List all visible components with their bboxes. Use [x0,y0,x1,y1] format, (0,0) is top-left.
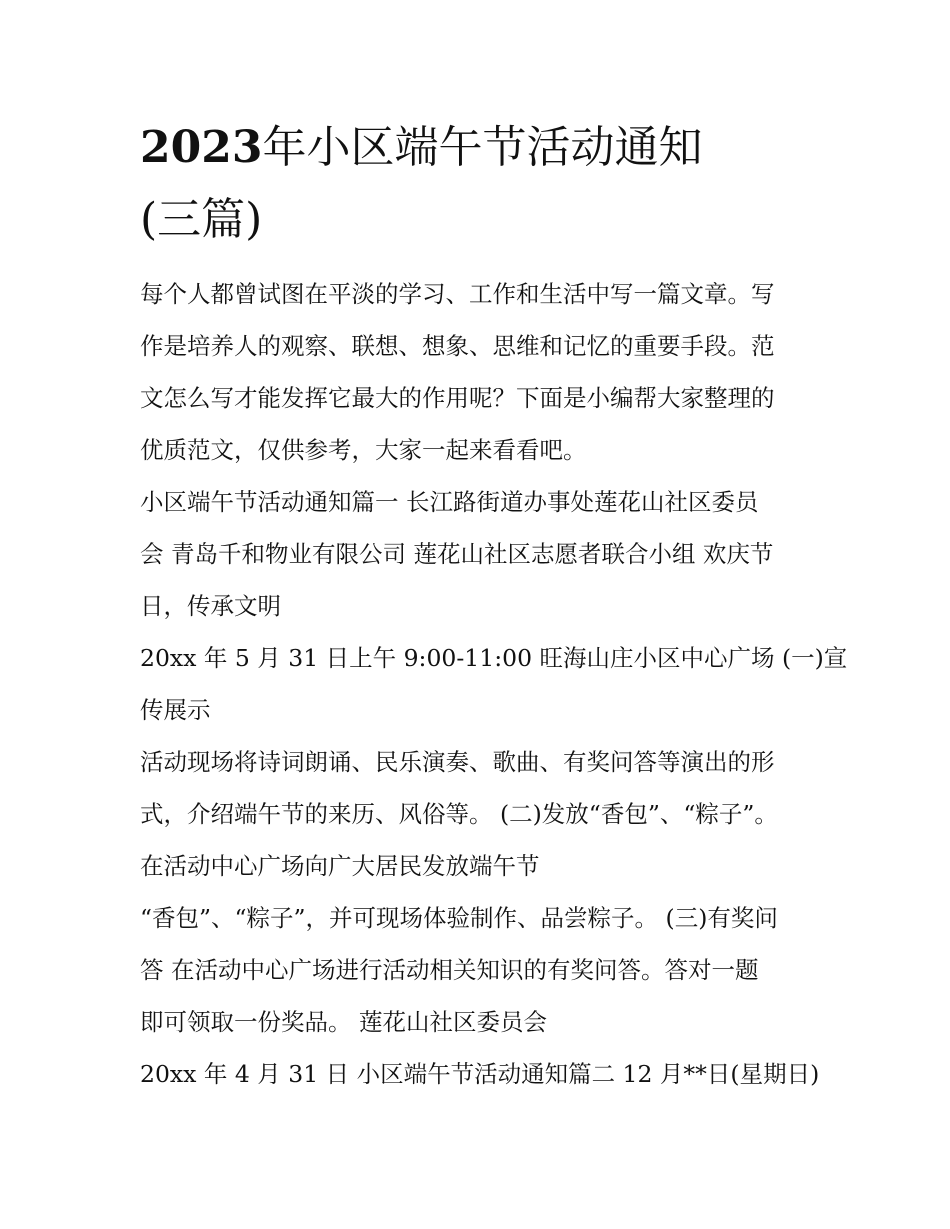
text-line: 式，介绍端午节的来历、风俗等。 (二)发放“香包”、“粽子”。 [140,800,778,828]
text-line: 答 在活动中心广场进行活动相关知识的有奖问答。答对一题 [140,956,759,984]
text-line: 即可领取一份奖品。 莲花山社区委员会 [140,1008,547,1036]
text-line: 每个人都曾试图在平淡的学习、工作和生活中写一篇文章。写 [140,280,775,308]
paragraph-activities [140,736,815,892]
text-line: 20xx 年 4 月 31 日 小区端午节活动通知篇二 12 月**日(星期日) [140,1060,820,1088]
text-line: 小区端午节活动通知篇一 长江路街道办事处莲花山社区委员 [140,488,759,516]
text-line: 作是培养人的观察、联想、想象、思维和记忆的重要手段。范 [140,332,775,360]
text-line: 20xx 年 5 月 31 日上午 9:00-11:00 旺海山庄小区中心广场 (一)宣 [140,644,848,672]
text-line: 会 青岛千和物业有限公司 莲花山社区志愿者联合小组 欢庆节 [140,540,774,568]
paragraph-organizers [140,476,815,632]
paragraph-gifts-quiz [140,892,815,1048]
paragraph-date-part2 [140,1048,820,1100]
text-line: 在活动中心广场向广大居民发放端午节 [140,852,540,880]
text-line: 优质范文，仅供参考，大家一起来看看吧。 [140,436,587,464]
text-line: 传展示 [140,696,211,724]
paragraph-time-location [140,632,848,736]
title-text: 年小区端午节活动通知 [262,122,703,173]
title-line-2: (三篇) [140,194,263,245]
paragraph-intro [140,268,815,476]
text-line: 文怎么写才能发挥它最大的作用呢？下面是小编帮大家整理的 [140,384,775,412]
document-page [140,112,848,1100]
text-line: 活动现场将诗词朗诵、民乐演奏、歌曲、有奖问答等演出的形 [140,748,775,776]
document-title [140,112,815,256]
document-body [140,268,848,1100]
text-line: “香包”、“粽子”，并可现场体验制作、品尝粽子。 (三)有奖问 [140,904,778,932]
title-line-1 [140,112,815,184]
title-year: 2023 [140,122,263,173]
text-line: 日，传承文明 [140,592,281,620]
